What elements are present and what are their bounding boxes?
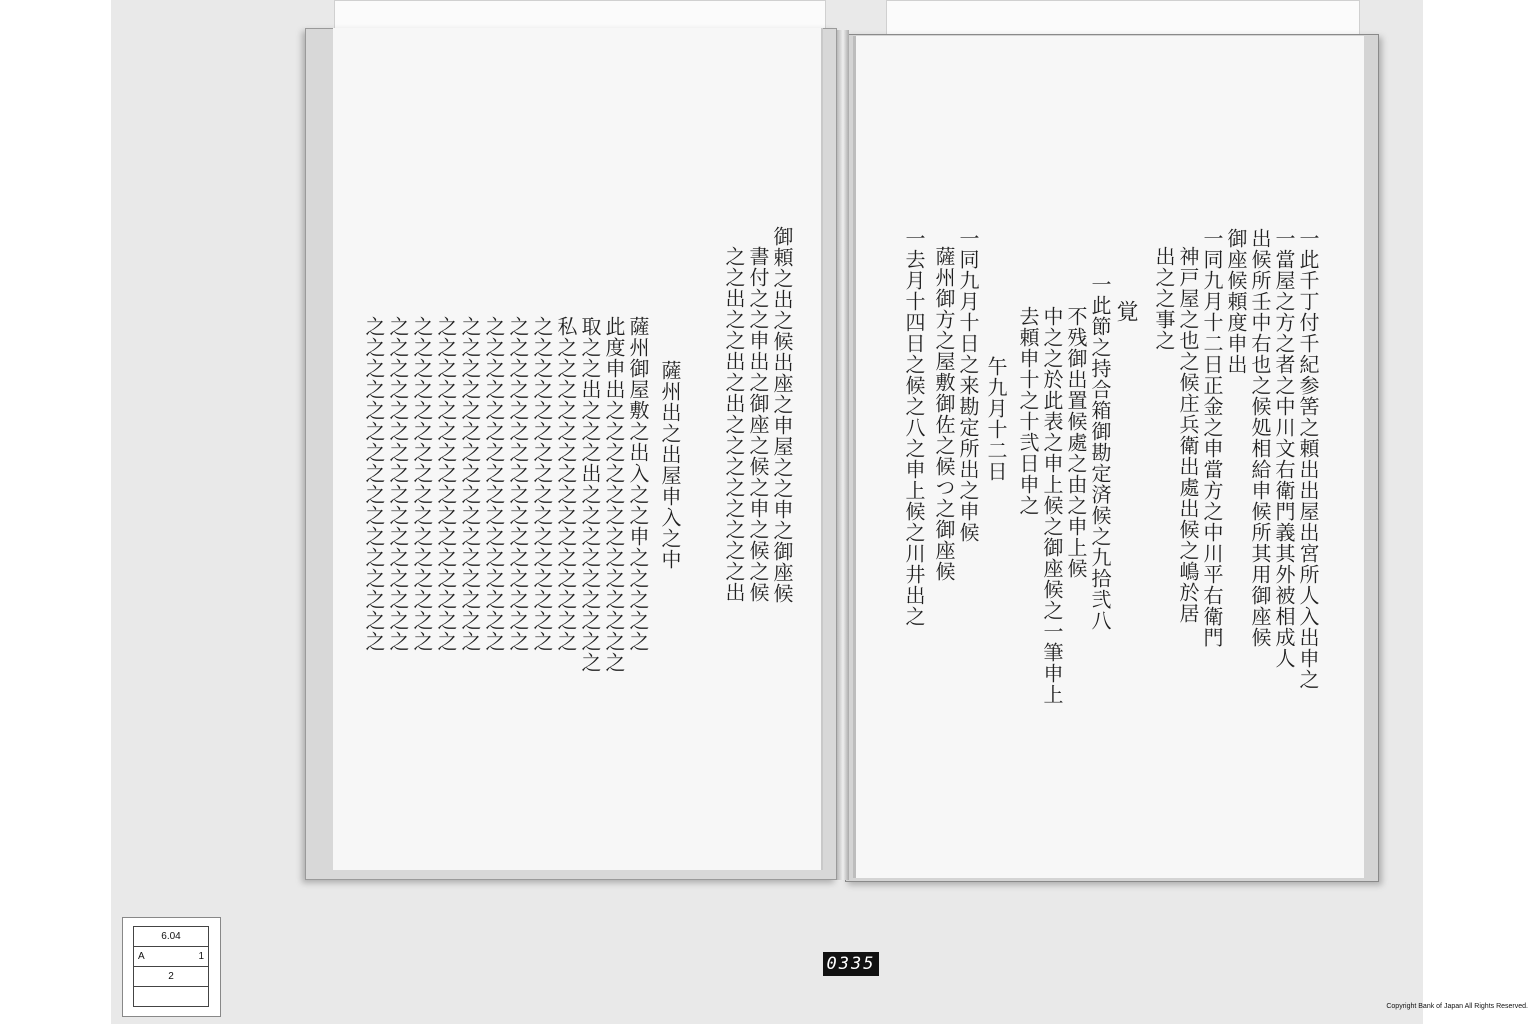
archive-label-card (122, 917, 221, 1017)
label-row-3: 2 (134, 967, 209, 987)
left-page-column: 之之之之之之之之之之之之之之之之 (362, 316, 386, 652)
left-page-column: 之之之之之之之之之之之之之之之之 (482, 316, 506, 652)
label-row-2-right: 1 (198, 951, 204, 962)
right-page-column: 去頼申十之十弐日申之 (1016, 306, 1040, 516)
right-page-column: 中之之於此表之申上候之御座候之一筆申上 (1040, 306, 1064, 705)
right-page-column: 一當屋之方之者之中川文右衛門義其外被相成人 (1272, 228, 1296, 669)
right-page-column: 一此節之持合箱御勘定済候之九拾弐八 (1088, 274, 1112, 631)
right-page-column: 一同九月十二日正金之申當方之中川平右衛門 (1200, 228, 1224, 648)
left-page-column: 薩州御屋敷之出入之之申之之之之之 (626, 316, 650, 652)
left-page-column: 取之之出之之之出之之之之之之之之之 (578, 316, 602, 673)
left-page-column: 私之之之之之之之之之之之之之之之 (554, 316, 578, 652)
label-row-4 (134, 987, 209, 1007)
left-page-column: 之之之之之之之之之之之之之之之之 (458, 316, 482, 652)
left-page-column: 之之之之之之之之之之之之之之之之 (410, 316, 434, 652)
right-page-column: 御座候頼度申出 (1224, 228, 1248, 375)
right-page-heading: 覚 (1113, 300, 1138, 323)
frame-number: 0335 (823, 952, 879, 976)
label-row-2 (134, 947, 209, 967)
right-page-column: 一同九月十日之来勘定所出之申候 (956, 228, 980, 543)
right-page-column: 不残御出置候處之由之申上候 (1064, 306, 1088, 579)
right-page-column: 一此千丁付千紀参筈之頼出出屋出宮所人入出申之 (1296, 228, 1320, 690)
label-row-1: 6.04 (134, 927, 209, 947)
copyright-notice: Copyright Bank of Japan All Rights Reserved. (1386, 1003, 1528, 1010)
archive-label-table (133, 926, 209, 1007)
left-page-column: 之之出之之出之出之之之之之之之之出 (722, 246, 746, 603)
left-page-column: 之之之之之之之之之之之之之之之之 (506, 316, 530, 652)
left-page-column: 御頼之出之候出座之申屋之之申之御座候 (770, 226, 794, 604)
right-page-column: 出候所壬中右也之候処相給申候所其用御座候 (1248, 228, 1272, 648)
book-spine (837, 30, 849, 880)
left-page-column: 之之之之之之之之之之之之之之之之 (434, 316, 458, 652)
left-page-heading: 薩州出之出屋申入之中 (658, 360, 682, 570)
right-page-date: 午九月十二日 (984, 356, 1008, 482)
left-page-column: 書付之之申出之御座之候之申之候之候 (746, 246, 770, 603)
right-page-column: 薩州御方之屋敷御佐之候つ之御座候 (932, 246, 956, 582)
right-page-column: 神戸屋之也之候庄兵衛出處出候之嶋於居 (1176, 246, 1200, 624)
right-page-column: 一去月十四日之候之八之申上候之川井出之 (902, 228, 926, 627)
left-page-column: 此度申出之之之之之之之之之之之之之 (602, 316, 626, 673)
left-page-column: 之之之之之之之之之之之之之之之之 (386, 316, 410, 652)
right-page-column: 出之之事之 (1152, 246, 1176, 351)
left-page-column: 之之之之之之之之之之之之之之之之 (530, 316, 554, 652)
label-row-2-left: A (138, 951, 145, 962)
